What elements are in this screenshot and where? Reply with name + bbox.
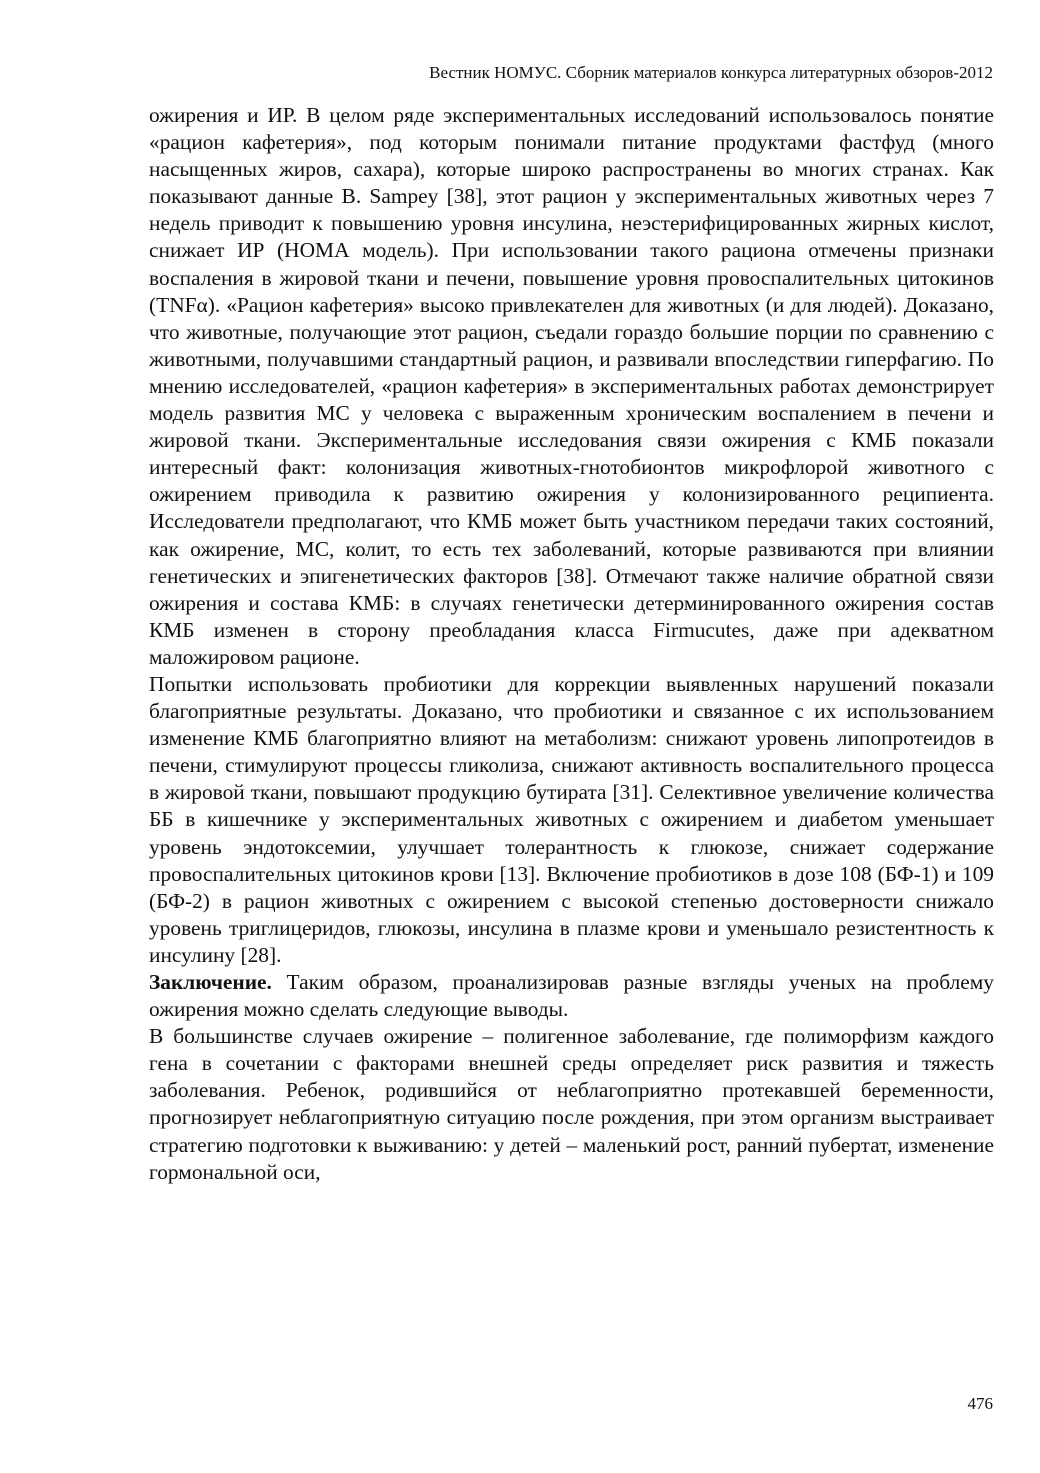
conclusion-heading: Заключение.: [149, 970, 272, 994]
running-header: Вестник НОМУС. Сборник материалов конкурса литературных обзоров-2012: [429, 63, 993, 82]
body-paragraph-2: Попытки использовать пробиотики для коррекции выявленных нарушений показали благоприятные результаты. Доказано, что пробиотики и связанное с их использованием изменение КМБ благоприятно влияют на метаболизм: снижают уровень липопротеидов в печени, стимулируют процессы гликолиза, снижают активность воспалительного процесса в жировой ткани, повышают продукцию бутирата [31]. Селективное увеличение количества ББ в кишечнике у экспериментальных животных с ожирением и диабетом уменьшает уровень эндотоксемии, улучшает толерантность к глюкозе, снижает содержание провоспалительных цитокинов крови [13]. Включение пробиотиков в дозе 108 (БФ-1) и 109 (БФ-2) в рацион животных с ожирением с высокой степенью достоверности снижало уровень триглицеридов, глюкозы, инсулина в плазме крови и уменьшало резистентность к инсулину [28].: [149, 671, 994, 967]
body-paragraph-final: В большинстве случаев ожирение – полигенное заболевание, где полиморфизм каждого гена в сочетании с факторами внешней среды определяет риск развития и тяжесть заболевания. Ребенок, родившийся от неблагоприятно протекавшей беременности, прогнозирует неблагоприятную ситуацию после рождения, при этом организм выстраивает стратегию подготовки к выживанию: у детей – маленький рост, ранний пубертат, изменение гормональной оси,: [149, 1024, 994, 1184]
body-paragraph-1: ожирения и ИР. В целом ряде экспериментальных исследований использовалось понятие «рацион кафетерия», под которым понимали питание продуктами фастфуд (много насыщенных жиров, сахара), которые широко распространены во многих странах. Как показывают данные B. Sampey [38], этот рацион у экспериментальных животных через 7 недель приводит к повышению уровня инсулина, неэстерифицированных жирных кислот, снижает ИР (НОМА модель). При использовании такого рациона отмечены признаки воспаления в жировой ткани и печени, повышение уровня провоспалительных цитокинов (TNFα). «Рацион кафетерия» высоко привлекателен для животных (и для людей). Доказано, что животные, получающие этот рацион, съедали гораздо большие порции по сравнению с животными, получавшими стандартный рацион, и развивали впоследствии гиперфагию. По мнению исследователей, «рацион кафетерия» в экспериментальных работах демонстрирует модель развития МС у человека с выраженным хроническим воспалением в печени и жировой ткани. Экспериментальные исследования связи ожирения с КМБ показали интересный факт: колонизация животных-гнотобионтов микрофлорой животного с ожирением приводила к развитию ожирения у колонизированного реципиента. Исследователи предполагают, что КМБ может быть участником передачи таких состояний, как ожирение, МС, колит, то есть тех заболеваний, которые развиваются при влиянии генетических и эпигенетических факторов [38]. Отмечают также наличие обратной связи ожирения и состава КМБ: в случаях генетически детерминированного ожирения состав КМБ изменен в сторону преобладания класса Firmucutes, даже при адекватном маложировом рационе.: [149, 103, 994, 669]
conclusion-paragraph: [149, 969, 994, 1023]
conclusion-text: Таким образом, проанализировав разные взгляды ученых на проблему ожирения можно сделать следующие выводы.: [149, 970, 994, 1022]
page-body: [149, 102, 994, 1186]
page-number: 476: [967, 1394, 993, 1413]
